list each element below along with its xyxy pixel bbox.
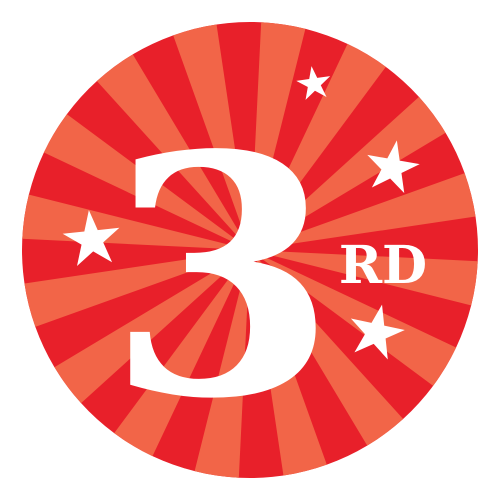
place-number: 3 [107,83,337,471]
place-suffix: RD [338,235,428,296]
